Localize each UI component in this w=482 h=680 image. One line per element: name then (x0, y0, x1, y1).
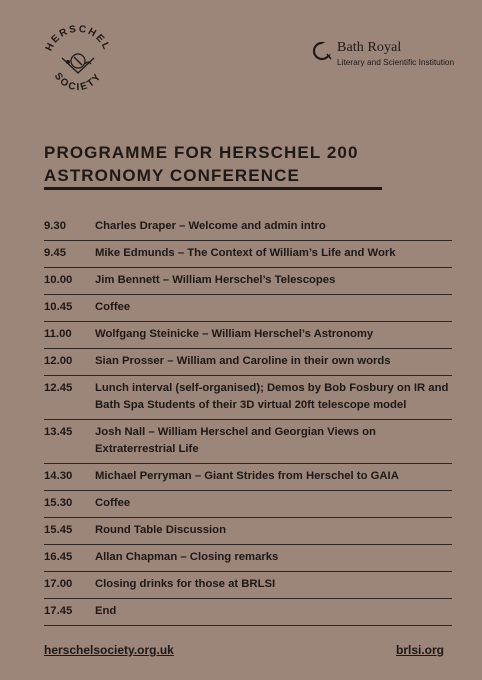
schedule-description: Round Table Discussion (95, 524, 226, 536)
schedule-time: 16.45 (44, 551, 73, 563)
schedule-row (44, 599, 452, 626)
brlsi-logo (311, 40, 461, 72)
page-title (44, 141, 384, 187)
brlsi-name: Bath Royal (337, 40, 402, 55)
schedule-time: 13.45 (44, 426, 73, 438)
schedule-description: Josh Nall – William Herschel and Georgian Views on Extraterrestrial Life (95, 426, 376, 455)
schedule-row (44, 491, 452, 518)
schedule-row (44, 545, 452, 572)
schedule-row (44, 241, 452, 268)
schedule-time: 15.45 (44, 524, 73, 536)
schedule-row (44, 295, 452, 322)
schedule-row (44, 572, 452, 599)
title-line-1: PROGRAMME FOR HERSCHEL 200 (44, 143, 359, 162)
schedule-row (44, 322, 452, 349)
schedule-time: 9.45 (44, 247, 66, 259)
schedule-description: Mike Edmunds – The Context of William’s Life and Work (95, 247, 396, 259)
schedule-time: 11.00 (44, 328, 72, 340)
schedule-time: 12.45 (44, 382, 73, 394)
schedule-description: Sian Prosser – William and Caroline in their own words (95, 355, 391, 367)
svg-text:HERSCHEL: HERSCHEL (43, 23, 113, 53)
schedule-row (44, 268, 452, 295)
schedule-row (44, 464, 452, 491)
schedule-time: 17.00 (44, 578, 73, 590)
schedule-time: 10.45 (44, 301, 73, 313)
schedule-time: 9.30 (44, 220, 66, 232)
schedule-description: Lunch interval (self-organised); Demos by Bob Fosbury on IR and Bath Spa Students of their 3D virtual 20ft telescope model (95, 382, 449, 411)
schedule-time: 10.00 (44, 274, 73, 286)
schedule-row (44, 214, 452, 241)
schedule-time: 15.30 (44, 497, 73, 509)
programme-schedule (44, 214, 452, 626)
schedule-description: Coffee (95, 497, 131, 509)
brlsi-link[interactable]: brlsi.org (395, 643, 444, 657)
schedule-description: Wolfgang Steinicke – William Herschel’s Astronomy (95, 328, 374, 340)
schedule-description: End (95, 605, 117, 617)
herschel-society-seal-icon (38, 20, 118, 100)
title-underline (44, 187, 382, 190)
schedule-row (44, 518, 452, 545)
schedule-row (44, 420, 452, 464)
schedule-time: 14.30 (44, 470, 73, 482)
schedule-description: Coffee (95, 301, 131, 313)
schedule-row (44, 349, 452, 376)
schedule-description: Charles Draper – Welcome and admin intro (95, 220, 326, 232)
schedule-row (44, 376, 452, 420)
schedule-description: Jim Bennett – William Herschel’s Telescopes (95, 274, 336, 286)
brlsi-crescent-icon (311, 40, 333, 62)
schedule-time: 12.00 (44, 355, 73, 367)
herschelsociety-link[interactable]: herschelsociety.org.uk (44, 643, 174, 657)
brlsi-subtitle: Literary and Scientific Institution (337, 57, 455, 67)
schedule-description: Michael Perryman – Giant Strides from Herschel to GAIA (95, 470, 399, 482)
schedule-time: 17.45 (44, 605, 73, 617)
schedule-description: Closing drinks for those at BRLSI (95, 578, 276, 590)
svg-text:SOCIETY: SOCIETY (51, 70, 105, 94)
title-line-2: ASTRONOMY CONFERENCE (44, 166, 300, 185)
herschel-society-logo (38, 20, 118, 100)
schedule-description: Allan Chapman – Closing remarks (95, 551, 279, 563)
